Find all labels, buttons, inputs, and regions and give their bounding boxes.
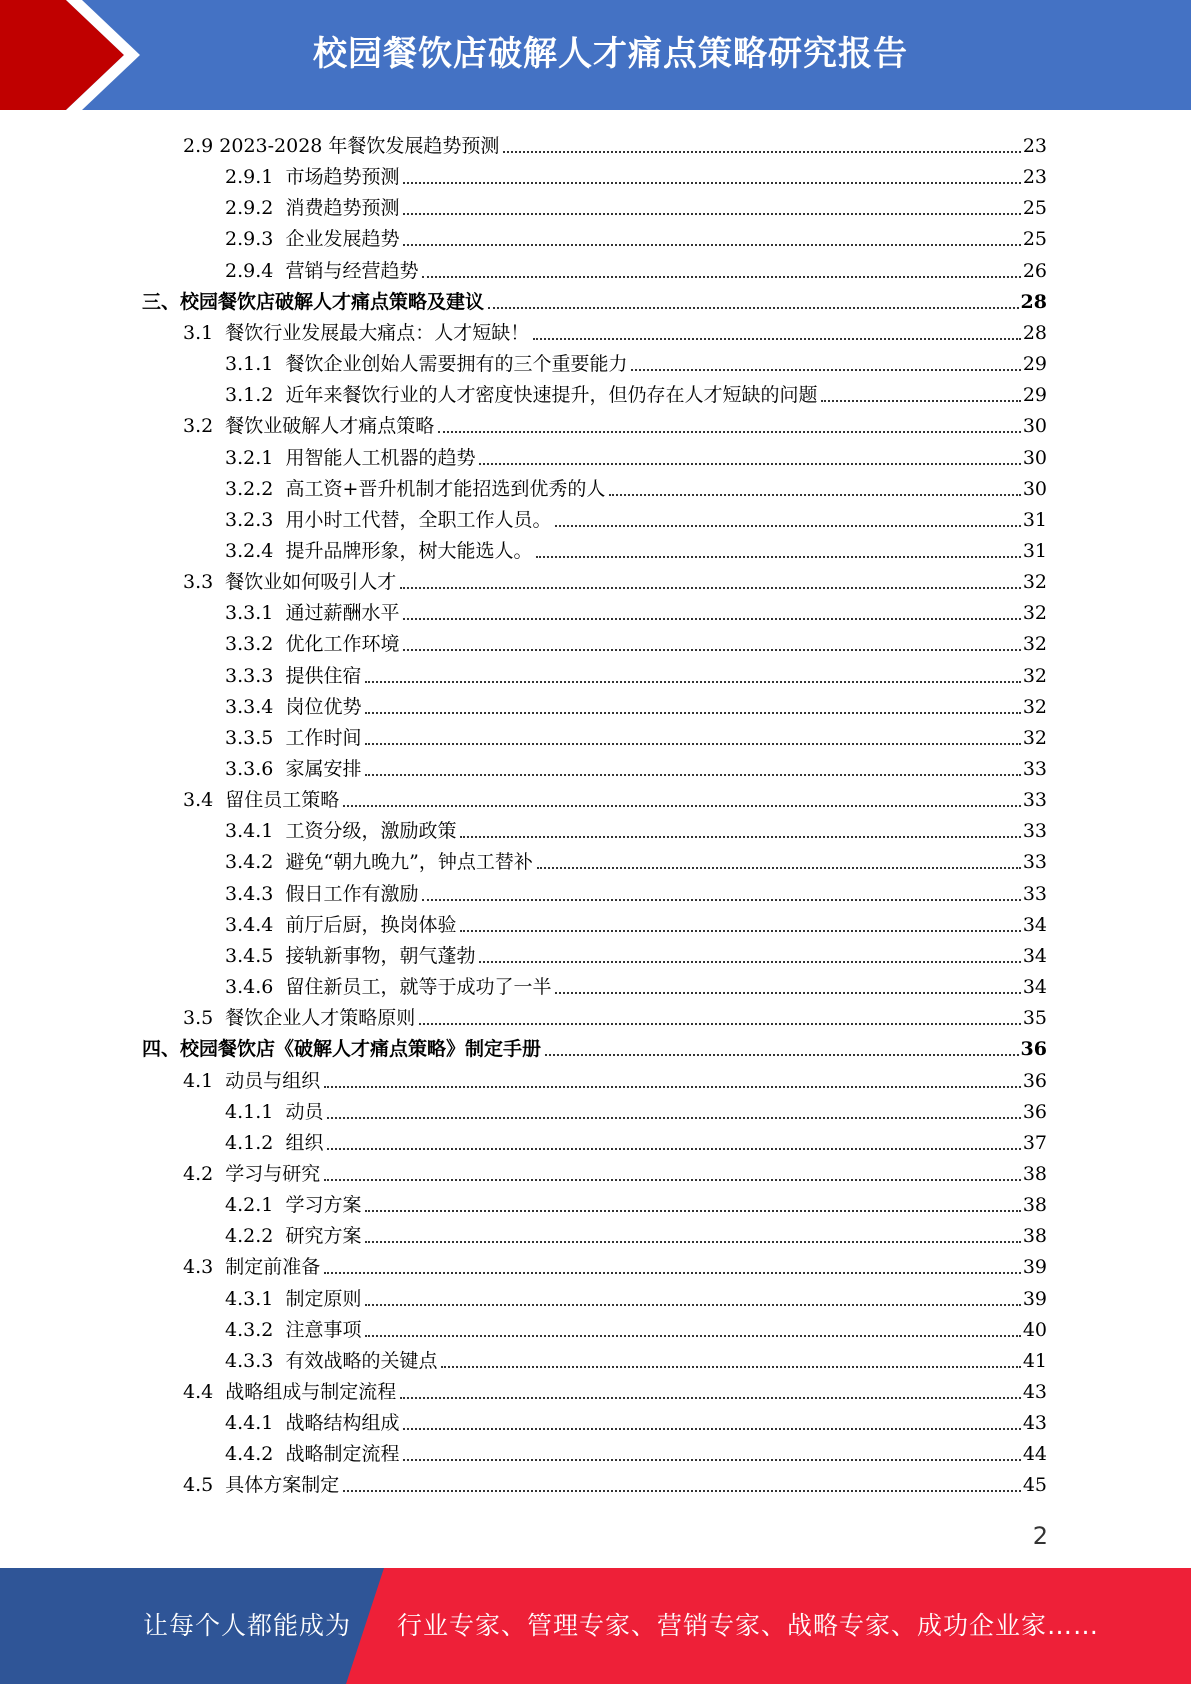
toc-leader-dots bbox=[536, 555, 1020, 558]
toc-entry-title: 制定原则 bbox=[285, 1287, 362, 1310]
toc-entry-title: 校园餐饮店破解人才痛点策略及建议 bbox=[180, 290, 485, 313]
toc-leader-dots bbox=[460, 929, 1020, 932]
toc-leader-dots bbox=[422, 275, 1020, 278]
toc-entry[interactable] bbox=[225, 719, 1047, 750]
toc-entry[interactable] bbox=[225, 345, 1047, 376]
toc-entry-title: 组织 bbox=[285, 1131, 324, 1154]
toc-entry-page: 33 bbox=[1022, 882, 1047, 905]
toc-entry[interactable] bbox=[225, 875, 1047, 906]
toc-entry[interactable] bbox=[183, 1155, 1047, 1186]
toc-entry-number: 4.1 bbox=[183, 1069, 226, 1092]
toc-entry-page: 31 bbox=[1022, 508, 1047, 531]
toc-entry-number: 2.9.1 bbox=[225, 166, 286, 189]
toc-entry-number: 3.2 bbox=[183, 415, 226, 438]
toc-entry-title: 高工资+晋升机制才能招选到优秀的人 bbox=[285, 477, 606, 500]
toc-entry-page: 33 bbox=[1022, 758, 1047, 780]
toc-entry-number: 4.2.2 bbox=[225, 1225, 286, 1248]
toc-leader-dots bbox=[365, 773, 1020, 776]
toc-entry-page: 32 bbox=[1022, 571, 1047, 594]
toc-entry-page: 45 bbox=[1022, 1474, 1047, 1497]
toc-entry[interactable] bbox=[183, 1466, 1047, 1497]
toc-entry-number: 2.9 bbox=[183, 135, 220, 157]
toc-entry-number: 3.3.3 bbox=[225, 664, 286, 687]
toc-entry-title: 动员 bbox=[285, 1100, 324, 1123]
toc-entry[interactable] bbox=[225, 439, 1047, 470]
toc-entry-number: 4.3 bbox=[183, 1256, 226, 1279]
toc-entry-number: 4.4 bbox=[183, 1381, 226, 1403]
footer-slogan-left: 让每个人都能成为 bbox=[143, 1611, 352, 1640]
toc-entry-page: 32 bbox=[1022, 695, 1047, 718]
toc-leader-dots bbox=[324, 1178, 1021, 1181]
toc-entry[interactable] bbox=[225, 220, 1047, 251]
toc-leader-dots bbox=[460, 835, 1020, 838]
toc-entry[interactable] bbox=[225, 688, 1047, 719]
toc-entry[interactable] bbox=[225, 1435, 1047, 1466]
toc-leader-dots bbox=[403, 617, 1020, 620]
toc-entry-title: 用智能人工机器的趋势 bbox=[285, 446, 476, 469]
toc-entry-number: 3.4.6 bbox=[225, 976, 286, 999]
toc-entry-title: 制定前准备 bbox=[225, 1256, 321, 1279]
toc-entry[interactable] bbox=[183, 407, 1047, 438]
toc-entry[interactable] bbox=[225, 937, 1047, 968]
toc-entry-title: 接轨新事物，朝气蓬勃 bbox=[285, 944, 476, 967]
toc-entry[interactable] bbox=[225, 1217, 1047, 1248]
report-title: 校园餐饮店破解人才痛点策略研究报告 bbox=[313, 34, 908, 74]
page-number: 2 bbox=[1032, 1522, 1048, 1550]
toc-entry[interactable] bbox=[225, 252, 1047, 283]
toc-leader-dots bbox=[403, 648, 1020, 651]
toc-leader-dots bbox=[441, 1365, 1020, 1368]
toc-entry[interactable] bbox=[183, 1248, 1047, 1279]
toc-entry-number: 4.4.2 bbox=[225, 1443, 286, 1466]
toc-leader-dots bbox=[365, 1303, 1020, 1306]
toc-entry[interactable] bbox=[225, 189, 1047, 220]
toc-entry-number: 3.1.1 bbox=[225, 353, 286, 376]
toc-leader-dots bbox=[365, 711, 1020, 714]
toc-entry-number: 4.2 bbox=[183, 1162, 226, 1185]
toc-entry[interactable] bbox=[225, 843, 1047, 874]
toc-entry-number: 3.1 bbox=[183, 321, 226, 344]
toc-entry-title: 用小时工代替，全职工作人员。 bbox=[285, 508, 552, 531]
toc-entry-title: 餐饮业如何吸引人才 bbox=[225, 571, 397, 594]
toc-entry-page: 26 bbox=[1022, 259, 1047, 282]
toc-entry-title: 工作时间 bbox=[285, 726, 362, 749]
toc-entry-title: 战略结构组成 bbox=[285, 1412, 400, 1435]
toc-entry-number: 4.3.1 bbox=[225, 1287, 286, 1310]
toc-entry-title: 留住员工策略 bbox=[225, 789, 340, 812]
toc-entry-page: 30 bbox=[1022, 477, 1047, 500]
toc-entry-page: 25 bbox=[1022, 197, 1047, 220]
toc-entry-number: 3.3.1 bbox=[225, 602, 286, 625]
toc-entry[interactable] bbox=[183, 999, 1047, 1030]
toc-entry-page: 43 bbox=[1022, 1381, 1047, 1403]
toc-entry-page: 44 bbox=[1022, 1443, 1047, 1466]
toc-entry-page: 36 bbox=[1022, 1069, 1047, 1092]
toc-entry-number: 2.9.2 bbox=[225, 197, 286, 220]
toc-entry-title: 餐饮行业发展最大痛点：人才短缺！ bbox=[225, 321, 530, 344]
toc-leader-dots bbox=[400, 1396, 1021, 1399]
toc-leader-dots bbox=[821, 399, 1020, 402]
toc-leader-dots bbox=[327, 1147, 1020, 1150]
toc-entry-number: 3.3.4 bbox=[225, 695, 286, 718]
toc-entry-title: 校园餐饮店《破解人才痛点策略》制定手册 bbox=[180, 1038, 542, 1061]
toc-entry-page: 29 bbox=[1022, 384, 1047, 407]
toc-entry[interactable] bbox=[225, 968, 1047, 999]
toc-leader-dots bbox=[631, 368, 1020, 371]
toc-entry-title: 岗位优势 bbox=[285, 695, 362, 718]
toc-entry-page: 28 bbox=[1020, 290, 1047, 313]
toc-entry-page: 34 bbox=[1022, 944, 1047, 967]
toc-entry-title: 企业发展趋势 bbox=[285, 228, 400, 251]
toc-entry[interactable] bbox=[225, 750, 1047, 781]
toc-entry-page: 30 bbox=[1022, 415, 1047, 438]
toc-entry-page: 33 bbox=[1022, 820, 1047, 843]
toc-entry-title: 2023-2028 年餐饮发展趋势预测 bbox=[219, 135, 500, 157]
toc-entry[interactable] bbox=[183, 781, 1047, 812]
toc-entry-page: 23 bbox=[1022, 135, 1047, 157]
toc-leader-dots bbox=[533, 337, 1021, 340]
toc-leader-dots bbox=[365, 1209, 1020, 1212]
toc-entry-page: 41 bbox=[1022, 1349, 1047, 1372]
toc-leader-dots bbox=[488, 306, 1019, 309]
toc-entry-number: 4.4.1 bbox=[225, 1412, 286, 1435]
toc-leader-dots bbox=[403, 243, 1020, 246]
toc-entry-page: 32 bbox=[1022, 664, 1047, 687]
toc-entry[interactable] bbox=[225, 1404, 1047, 1435]
toc-leader-dots bbox=[324, 1271, 1021, 1274]
toc-entry-title: 工资分级，激励政策 bbox=[285, 820, 457, 843]
toc-entry-number: 3.4 bbox=[183, 789, 226, 812]
toc-entry[interactable] bbox=[225, 1280, 1047, 1311]
toc-entry[interactable] bbox=[183, 314, 1047, 345]
toc-entry-title: 战略制定流程 bbox=[285, 1443, 400, 1466]
toc-entry-number: 4.2.1 bbox=[225, 1194, 286, 1217]
toc-leader-dots bbox=[343, 804, 1021, 807]
toc-entry-number: 3.2.4 bbox=[225, 539, 286, 562]
toc-entry-number: 4.3.3 bbox=[225, 1349, 286, 1372]
toc-entry-title: 留住新员工，就等于成功了一半 bbox=[285, 976, 552, 999]
toc-entry-number: 3.2.2 bbox=[225, 477, 286, 500]
toc-entry[interactable] bbox=[225, 376, 1047, 407]
toc-leader-dots bbox=[365, 1240, 1020, 1243]
toc-entry[interactable] bbox=[225, 1186, 1047, 1217]
toc-entry[interactable] bbox=[183, 563, 1047, 594]
footer-slogan-right: 行业专家、管理专家、营销专家、战略专家、成功企业家…… bbox=[397, 1611, 1100, 1640]
toc-entry-page: 37 bbox=[1022, 1131, 1047, 1154]
toc-entry-number: 3.3 bbox=[183, 571, 226, 594]
toc-leader-dots bbox=[479, 960, 1020, 963]
toc-entry-number: 3.4.4 bbox=[225, 913, 286, 936]
toc-leader-dots bbox=[419, 1022, 1021, 1025]
toc-entry-number: 3.4.1 bbox=[225, 820, 286, 843]
toc-leader-dots bbox=[438, 430, 1021, 433]
toc-entry-title: 学习方案 bbox=[285, 1194, 362, 1217]
toc-entry-page: 43 bbox=[1022, 1412, 1047, 1435]
page-footer bbox=[0, 1568, 1191, 1684]
toc-entry-number: 2.9.4 bbox=[225, 259, 286, 282]
toc-entry-title: 优化工作环境 bbox=[285, 633, 400, 656]
toc-entry-page: 40 bbox=[1022, 1318, 1047, 1341]
toc-entry-page: 29 bbox=[1022, 353, 1047, 376]
toc-entry-title: 通过薪酬水平 bbox=[285, 602, 400, 625]
toc-leader-dots bbox=[403, 212, 1020, 215]
toc-leader-dots bbox=[403, 1427, 1020, 1430]
toc-entry[interactable] bbox=[225, 812, 1047, 843]
toc-entry[interactable] bbox=[225, 1124, 1047, 1155]
toc-leader-dots bbox=[324, 1085, 1021, 1088]
toc-entry[interactable] bbox=[225, 1311, 1047, 1342]
toc-entry[interactable] bbox=[225, 470, 1047, 501]
toc-entry-page: 39 bbox=[1022, 1256, 1047, 1279]
toc-entry-number: 3.2.3 bbox=[225, 508, 286, 531]
toc-leader-dots bbox=[609, 493, 1020, 496]
toc-entry-page: 39 bbox=[1022, 1287, 1047, 1310]
toc-entry-number: 3.1.2 bbox=[225, 384, 286, 407]
toc-leader-dots bbox=[365, 742, 1020, 745]
toc-entry-number: 4.1.1 bbox=[225, 1100, 286, 1123]
toc-entry-number: 3.4.5 bbox=[225, 944, 286, 967]
toc-entry-number: 3.4.2 bbox=[225, 851, 286, 874]
toc-entry-page: 31 bbox=[1022, 539, 1047, 562]
toc-entry-title: 近年来餐饮行业的人才密度快速提升，但仍存在人才短缺的问题 bbox=[285, 384, 818, 407]
toc-entry-title: 动员与组织 bbox=[225, 1069, 321, 1092]
toc-entry[interactable] bbox=[225, 657, 1047, 688]
toc-entry[interactable] bbox=[183, 1373, 1047, 1404]
toc-entry[interactable] bbox=[183, 1062, 1047, 1093]
toc-entry-page: 33 bbox=[1022, 851, 1047, 874]
toc-leader-dots bbox=[365, 680, 1020, 683]
toc-entry-title: 市场趋势预测 bbox=[285, 166, 400, 189]
toc-entry-title: 餐饮企业人才策略原则 bbox=[225, 1007, 416, 1030]
toc-entry-page: 38 bbox=[1022, 1194, 1047, 1217]
toc-entry-page: 36 bbox=[1020, 1038, 1047, 1061]
toc-entry-page: 23 bbox=[1022, 166, 1047, 189]
toc-entry-title: 提供住宿 bbox=[285, 664, 362, 687]
toc-entry-number: 3.3.5 bbox=[225, 726, 286, 749]
toc-entry-page: 32 bbox=[1022, 602, 1047, 625]
toc-entry-page: 35 bbox=[1022, 1007, 1047, 1030]
toc-entry-number: 3.4.3 bbox=[225, 882, 286, 905]
toc-leader-dots bbox=[327, 1116, 1020, 1119]
toc-entry-page: 38 bbox=[1022, 1162, 1047, 1185]
toc-leader-dots bbox=[545, 1053, 1019, 1056]
toc-entry-number: 4.3.2 bbox=[225, 1318, 286, 1341]
toc-leader-dots bbox=[555, 524, 1020, 527]
toc-entry-number: 2.9.3 bbox=[225, 228, 286, 251]
toc-leader-dots bbox=[537, 866, 1021, 869]
toc-entry-title: 前厅后厨，换岗体验 bbox=[285, 913, 457, 936]
toc-entry[interactable] bbox=[225, 594, 1047, 625]
toc-entry[interactable] bbox=[225, 158, 1047, 189]
toc-entry-number: 3.3.2 bbox=[225, 633, 286, 656]
toc-entry-title: 避免“朝九晚九”，钟点工替补 bbox=[285, 851, 533, 874]
toc-entry-number: 3.2.1 bbox=[225, 446, 286, 469]
toc-entry-number: 4.5 bbox=[183, 1474, 226, 1497]
toc-leader-dots bbox=[365, 1334, 1020, 1337]
toc-entry[interactable] bbox=[225, 501, 1047, 532]
toc-leader-dots bbox=[403, 1458, 1020, 1461]
toc-entry-title: 营销与经营趋势 bbox=[285, 259, 419, 282]
toc-entry-title: 提升品牌形象，树大能选人。 bbox=[285, 539, 533, 562]
toc-leader-dots bbox=[422, 898, 1020, 901]
toc-entry-page: 32 bbox=[1022, 633, 1047, 656]
toc-entry-page: 38 bbox=[1022, 1225, 1047, 1248]
toc-leader-dots bbox=[403, 181, 1020, 184]
toc-leader-dots bbox=[503, 150, 1020, 153]
toc-entry-page: 34 bbox=[1022, 913, 1047, 936]
toc-leader-dots bbox=[400, 586, 1021, 589]
toc-entry-title: 家属安排 bbox=[285, 758, 362, 780]
toc-entry-number: 4.1.2 bbox=[225, 1131, 286, 1154]
toc-leader-dots bbox=[555, 991, 1020, 994]
toc-entry[interactable] bbox=[225, 906, 1047, 937]
toc-entry-title: 研究方案 bbox=[285, 1225, 362, 1248]
toc-entry-number: 3.3.6 bbox=[225, 758, 286, 780]
toc-entry-title: 战略组成与制定流程 bbox=[225, 1381, 397, 1403]
toc-entry-page: 25 bbox=[1022, 228, 1047, 251]
toc-entry[interactable] bbox=[225, 532, 1047, 563]
page-header bbox=[0, 0, 1191, 110]
toc-entry[interactable] bbox=[225, 1342, 1047, 1373]
toc-entry-page: 36 bbox=[1022, 1100, 1047, 1123]
toc-entry[interactable] bbox=[142, 283, 1047, 314]
toc-entry-page: 32 bbox=[1022, 726, 1047, 749]
toc-entry-title: 假日工作有激励 bbox=[285, 882, 419, 905]
toc-entry-number: 三、 bbox=[142, 290, 181, 313]
toc-entry-title: 注意事项 bbox=[285, 1318, 362, 1341]
toc-entry-title: 有效战略的关键点 bbox=[285, 1349, 438, 1372]
toc-entry-page: 34 bbox=[1022, 976, 1047, 999]
toc-entry-title: 餐饮业破解人才痛点策略 bbox=[225, 415, 435, 438]
toc-entry-number: 四、 bbox=[142, 1038, 181, 1061]
toc-entry[interactable] bbox=[225, 625, 1047, 656]
toc-entry-page: 28 bbox=[1022, 321, 1047, 344]
toc-entry-page: 30 bbox=[1022, 446, 1047, 469]
toc-leader-dots bbox=[343, 1489, 1021, 1492]
toc-entry-title: 餐饮企业创始人需要拥有的三个重要能力 bbox=[285, 353, 628, 376]
toc-entry-title: 具体方案制定 bbox=[225, 1474, 340, 1497]
toc-entry-page: 33 bbox=[1022, 789, 1047, 812]
toc-entry-title: 消费趋势预测 bbox=[285, 197, 400, 220]
toc-entry[interactable] bbox=[142, 1030, 1047, 1061]
toc-entry[interactable] bbox=[225, 1093, 1047, 1124]
toc-entry[interactable] bbox=[183, 127, 1047, 158]
toc-entry-number: 3.5 bbox=[183, 1007, 226, 1030]
toc-entry-title: 学习与研究 bbox=[225, 1162, 321, 1185]
toc-leader-dots bbox=[479, 462, 1020, 465]
